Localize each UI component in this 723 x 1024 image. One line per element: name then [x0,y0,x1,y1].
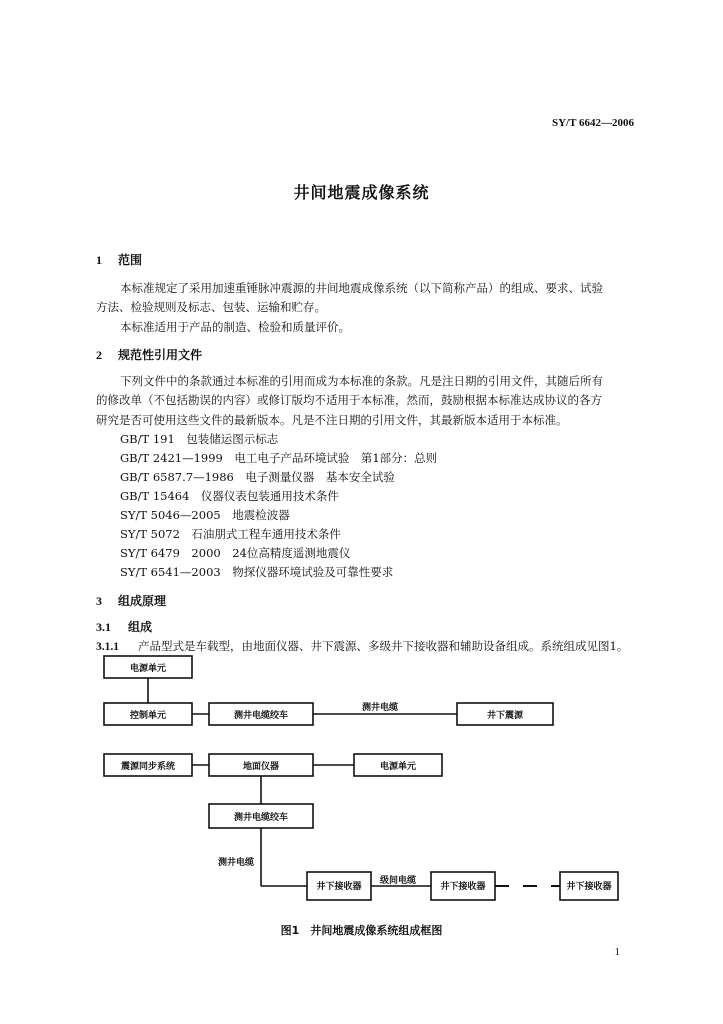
power-unit-label: 电源单元 [129,664,167,674]
standard-number: SY/T 6642—2006 [551,117,634,129]
source-sync-label: 震源同步系统 [120,762,176,772]
section-title: 规范性引用文件 [118,348,203,362]
reference-item: GB/T 2421—1999 电工电子产品环境试验 第1部分：总则 [120,451,438,465]
control-unit-label: 控制单元 [129,711,167,721]
paragraph-line: 本标准适用于产品的制造、检验和质量评价。 [120,320,350,334]
cable-winch-label-2: 测井电缆绞车 [233,813,289,823]
reference-item: SY/T 6479 2000 24位高精度遥测地震仪 [120,546,351,560]
section-number: 2 [96,348,102,362]
receiver-label-1: 井下接收器 [316,882,362,892]
paragraph-line: 本标准规定了采用加速重锤脉冲震源的井间地震成像系统（以下简称产品）的组成、要求、试验 [120,281,603,295]
surface-instrument-label: 地面仪器 [242,762,280,772]
page-number: 1 [614,946,620,958]
cable-winch-label: 测井电缆绞车 [233,711,289,721]
receiver-label-3: 井下接收器 [566,882,612,892]
logging-cable-label-2: 测井电缆 [217,858,255,868]
clause-text: 产品型式是车载型，由地面仪器、井下震源、多级井下接收器和辅助设备组成。系统组成见图1。 [138,639,629,653]
reference-item: GB/T 191 包装储运图示标志 [120,432,279,446]
power-unit-label-2: 电源单元 [379,762,417,772]
downhole-source-label: 井下震源 [486,711,524,721]
paragraph-line: 下列文件中的条款通过本标准的引用而成为本标准的条款。凡是注日期的引用文件，其随后所有 [120,374,603,388]
receiver-label-2: 井下接收器 [440,882,486,892]
section-title: 组成 [128,620,153,634]
section-title: 范围 [118,253,143,267]
section-number: 1 [96,253,102,267]
system-block-diagram [0,655,723,915]
section-1-heading [96,251,142,268]
section-3-heading [96,592,166,609]
reference-item: SY/T 6541—2003 物探仪器环境试验及可靠性要求 [120,565,394,579]
section-number: 3.1 [96,620,111,634]
reference-item: GB/T 6587.7—1986 电子测量仪器 基本安全试验 [120,470,395,484]
reference-item: SY/T 5072 石油朋式工程车通用技术条件 [120,527,341,541]
section-2-heading [96,346,202,363]
paragraph-line: 方法、检验规则及标志、包装、运输和贮存。 [96,300,326,314]
subsection-3-1-heading [96,618,152,635]
figure-caption: 图1 井间地震成像系统组成框图 [280,924,443,937]
document-title: 井间地震成像系统 [293,183,430,202]
interlevel-cable-label: 级间电缆 [379,876,417,886]
clause-3-1-1 [96,638,628,654]
section-title: 组成原理 [118,594,167,608]
logging-cable-label: 测井电缆 [361,703,399,713]
paragraph-line: 研究是否可使用这些文件的最新版本。凡是不注日期的引用文件，其最新版本适用于本标准。 [96,413,568,427]
section-number: 3 [96,594,102,608]
reference-item: SY/T 5046—2005 地震检波器 [120,508,290,522]
clause-number: 3.1.1 [96,641,119,653]
reference-item: GB/T 15464 仪器仪表包装通用技术条件 [120,489,339,503]
paragraph-line: 的修改单（不包括勘误的内容）或修订版均不适用于本标准，然而，鼓励根据本标准达成协议的各方 [96,393,602,407]
